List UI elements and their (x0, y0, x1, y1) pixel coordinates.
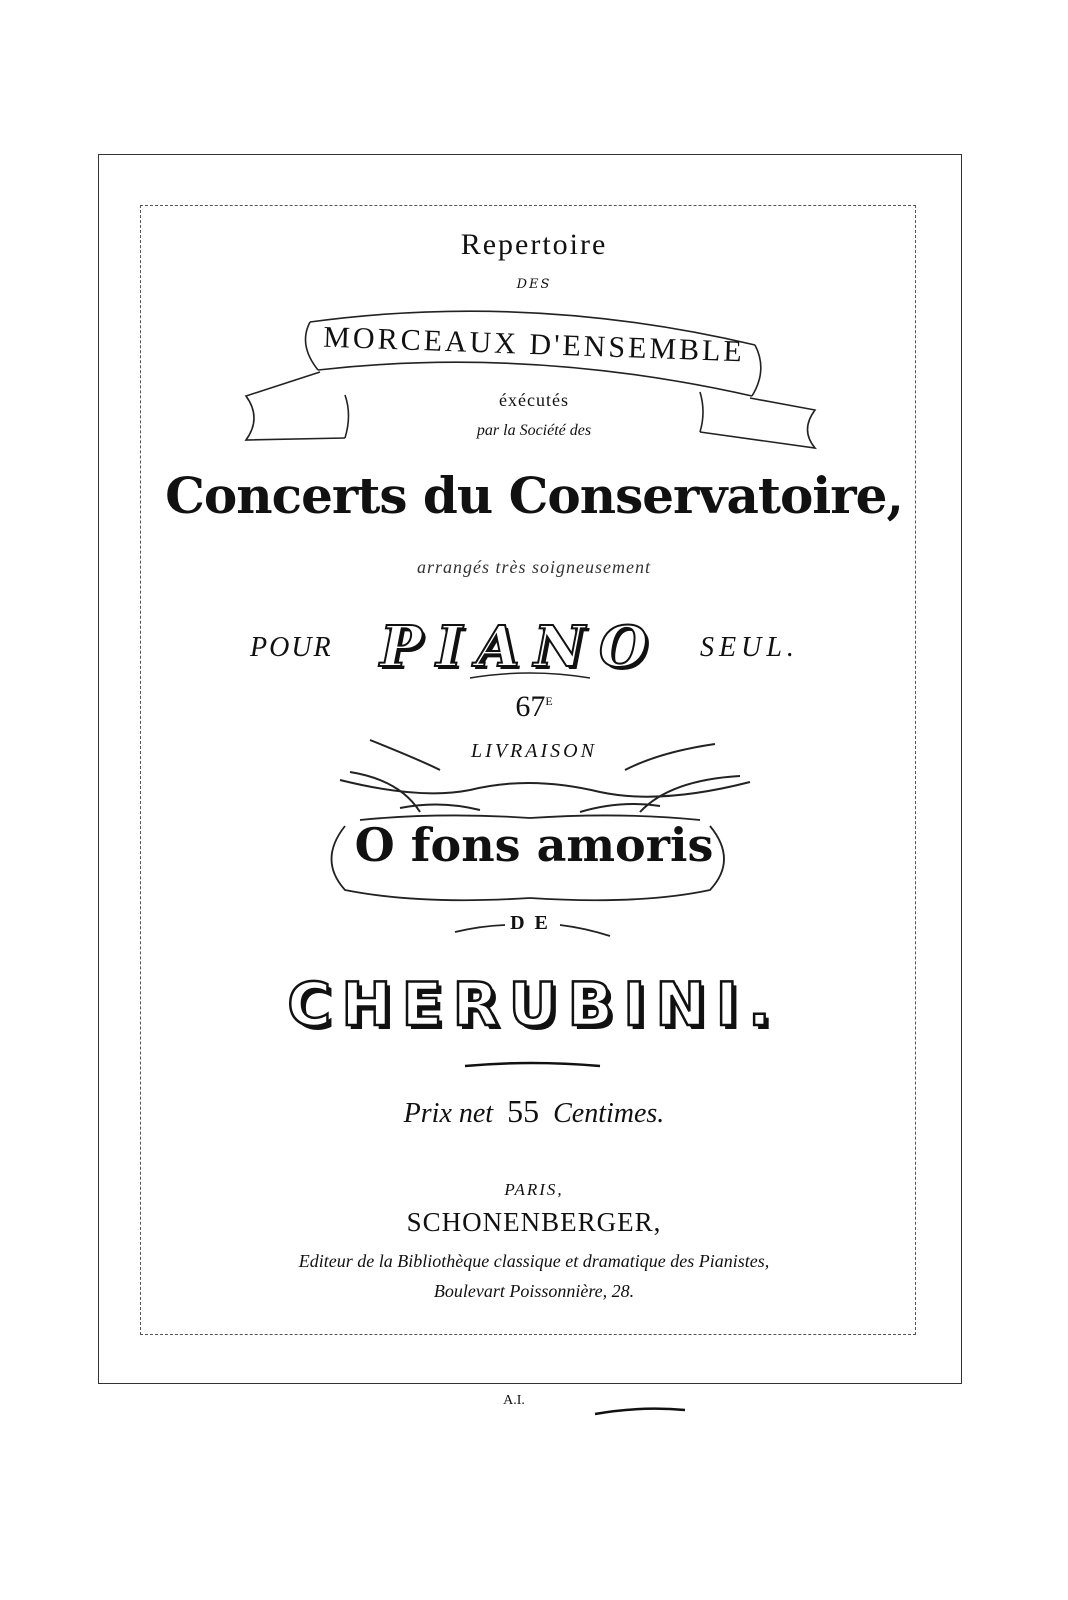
separator-line (465, 1063, 600, 1066)
societe-text: par la Société des (476, 422, 592, 439)
publisher-name: SCHONENBERGER, (406, 1207, 662, 1237)
arranges-text: arrangés très soigneusement (417, 557, 651, 577)
price-line (0, 1093, 1068, 1130)
livraison-number (0, 690, 1068, 724)
piano-word: PIANO (380, 614, 662, 680)
number-value: 67 (515, 690, 546, 723)
pour-word: POUR (250, 632, 333, 663)
executes-text: éxécutés (499, 390, 569, 410)
price-unit: Centimes. (553, 1098, 665, 1129)
concerts-title: Concerts du Conservatoire, (165, 466, 903, 525)
plate-number: A.I. (503, 1393, 525, 1408)
piece-title: O fons amoris (354, 818, 714, 872)
number-suffix: E (545, 694, 553, 708)
seul-word: SEUL. (700, 632, 799, 663)
price-label: Prix net (403, 1098, 494, 1129)
price-value: 55 (507, 1093, 540, 1129)
bottom-flourish (595, 1409, 685, 1414)
de-label: DE (510, 912, 558, 934)
des-label: DES (516, 277, 552, 292)
city-text: PARIS, (504, 1180, 564, 1199)
morceaux-banner-text: MORCEAUX D'ENSEMBLE (322, 320, 746, 369)
publisher-description: Editeur de la Bibliothèque classique et dramatique des Pianistes, (298, 1251, 770, 1271)
livraison-label: LIVRAISON (471, 740, 597, 762)
publisher-address: Boulevart Poissonnière, 28. (433, 1281, 635, 1301)
composer-name: CHERUBINI. (287, 970, 781, 1040)
repertoire-heading: Repertoire (460, 228, 608, 261)
piano-line (0, 614, 1068, 680)
